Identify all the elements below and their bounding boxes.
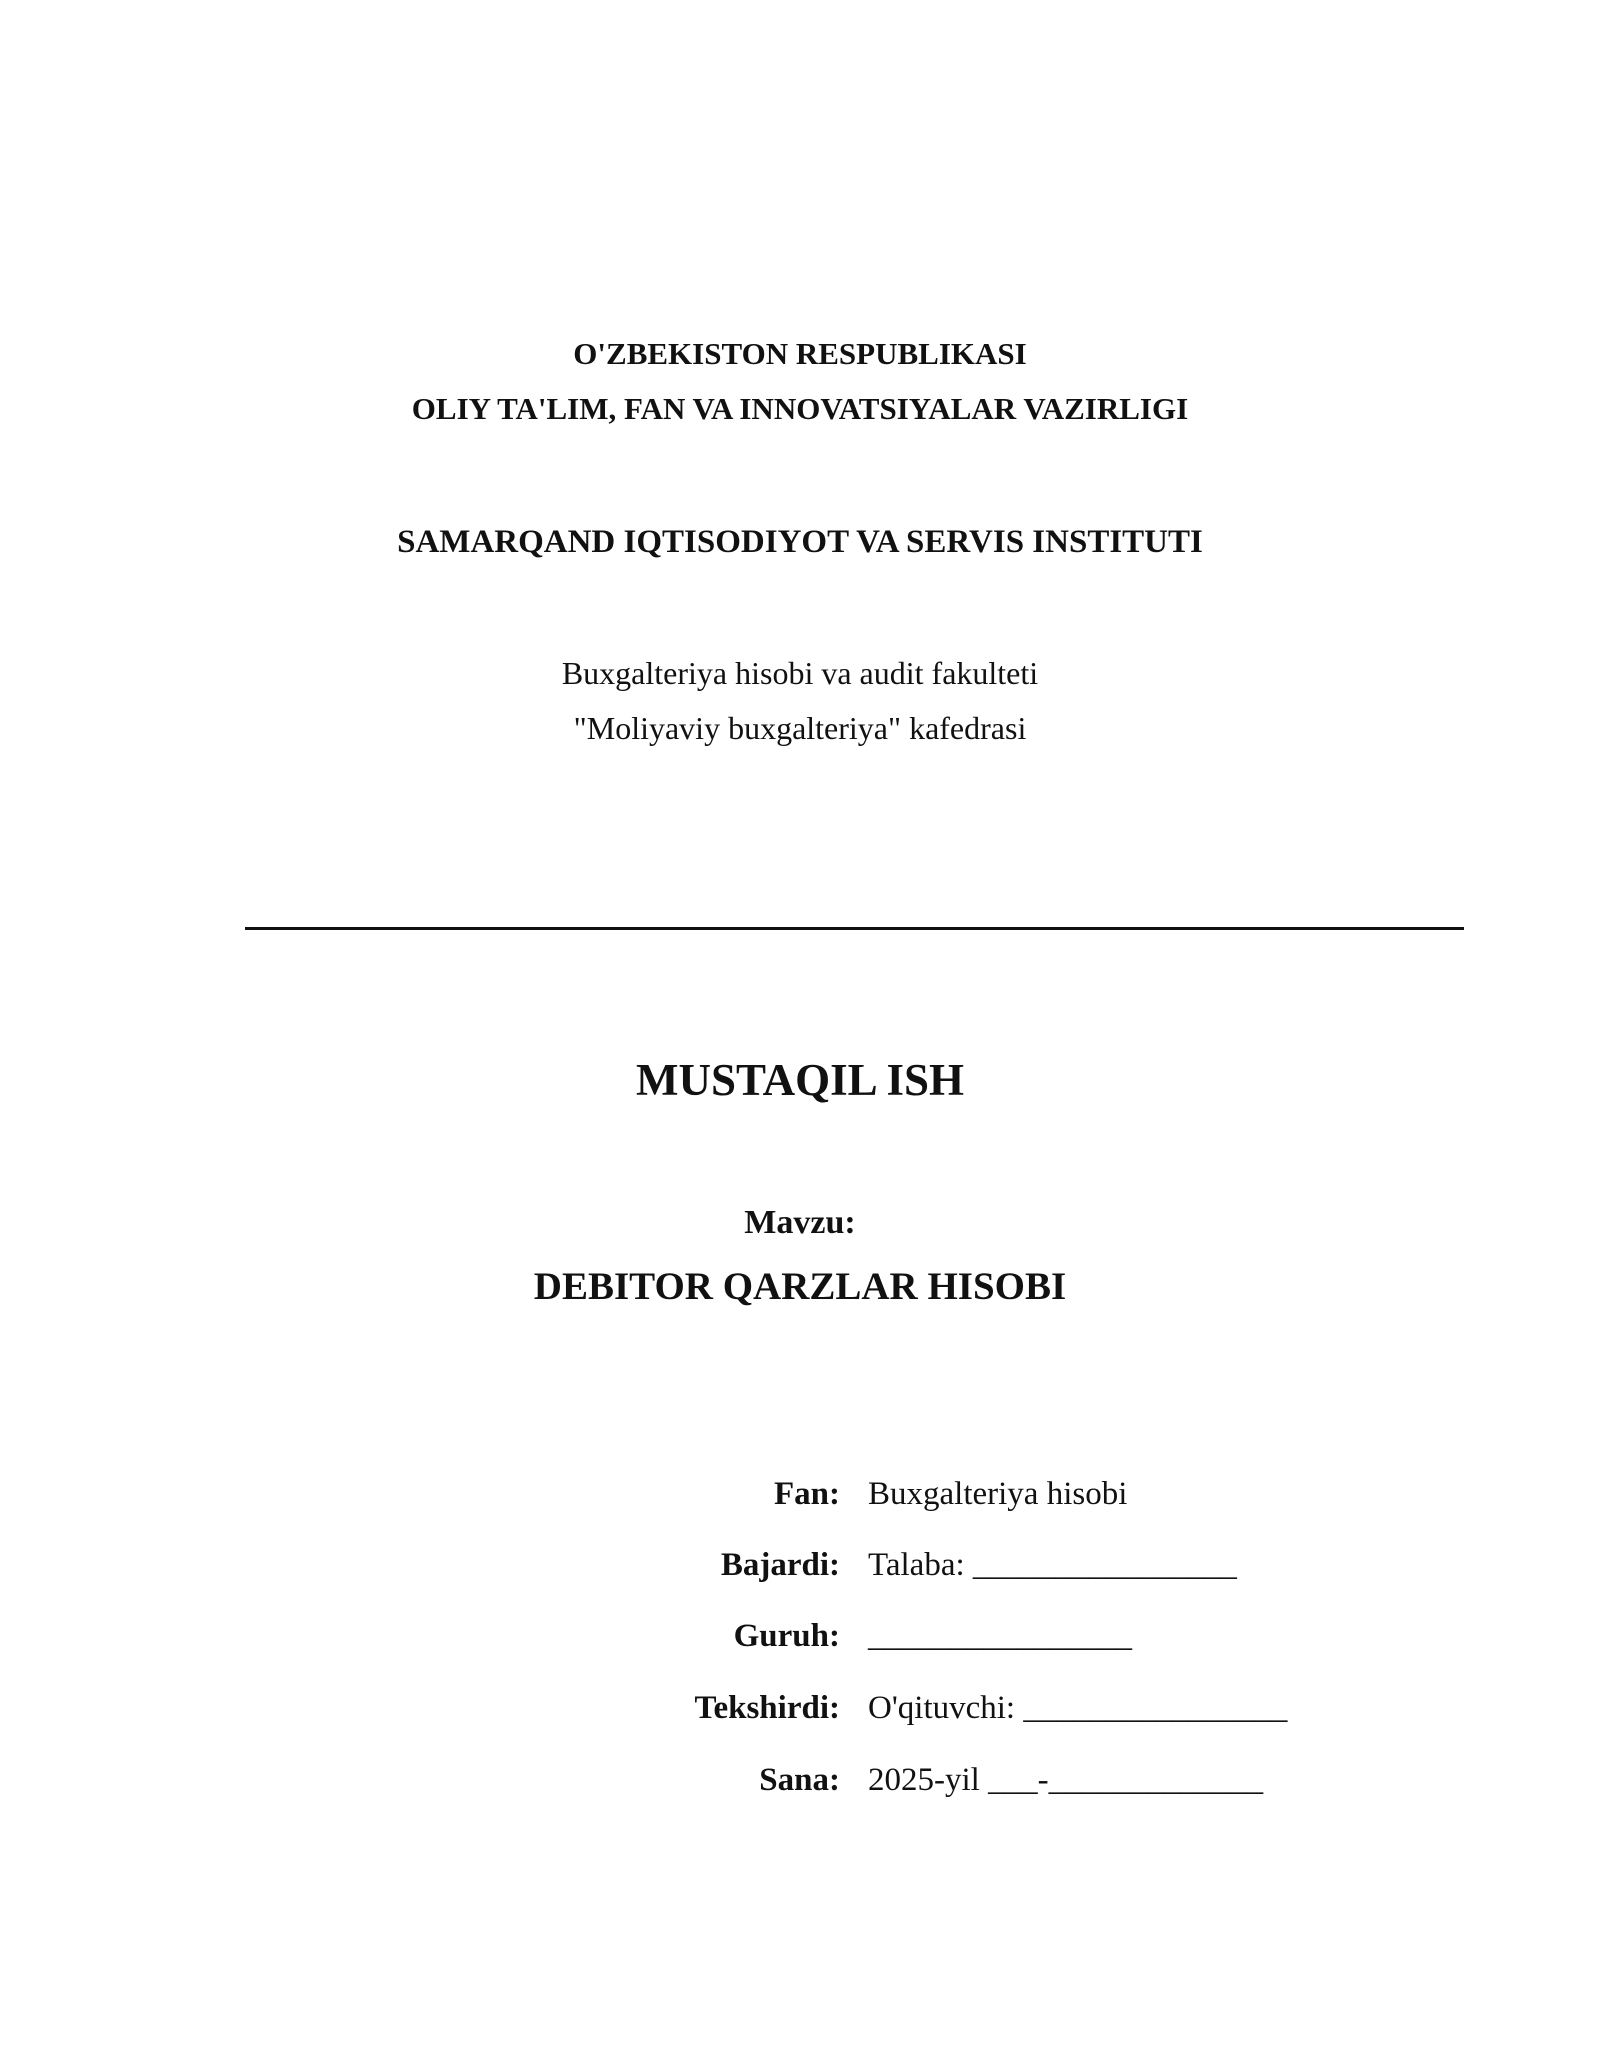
department-name: "Moliyaviy buxgalteriya" kafedrasi [573,710,1027,746]
fan-label: Fan: [774,1476,840,1512]
guruh-label: Guruh: [733,1618,840,1654]
faculty-name: Buxgalteriya hisobi va audit fakulteti [561,655,1039,691]
country-heading: O'ZBEKISTON RESPUBLIKASI [573,336,1027,371]
topic-label: Mavzu: [744,1204,856,1241]
tekshirdi-label: Tekshirdi: [694,1690,840,1726]
info-row-sana [0,1760,1600,1800]
info-row-tekshirdi [0,1688,1600,1728]
info-row-guruh [0,1616,1600,1656]
fan-value: Buxgalteriya hisobi [868,1476,1128,1512]
sana-label: Sana: [759,1762,840,1798]
topic-value: DEBITOR QARZLAR HISOBI [533,1265,1067,1308]
group-field: ________________ [868,1618,1132,1654]
horizontal-divider [245,927,1464,930]
ministry-heading: OLIY TA'LIM, FAN VA INNOVATSIYALAR VAZIRLIGI [411,391,1189,426]
info-row-bajardi [0,1545,1600,1585]
date-field: 2025-yil ___-_____________ [868,1762,1264,1798]
teacher-field: O'qituvchi: ________________ [868,1690,1288,1726]
info-row-fan [0,1474,1600,1514]
bajardi-label: Bajardi: [720,1547,840,1583]
document-title: MUSTAQIL ISH [635,1055,964,1105]
institute-heading: SAMARQAND IQTISODIYOT VA SERVIS INSTITUTI [397,524,1203,560]
student-field: Talaba: ________________ [868,1547,1237,1583]
